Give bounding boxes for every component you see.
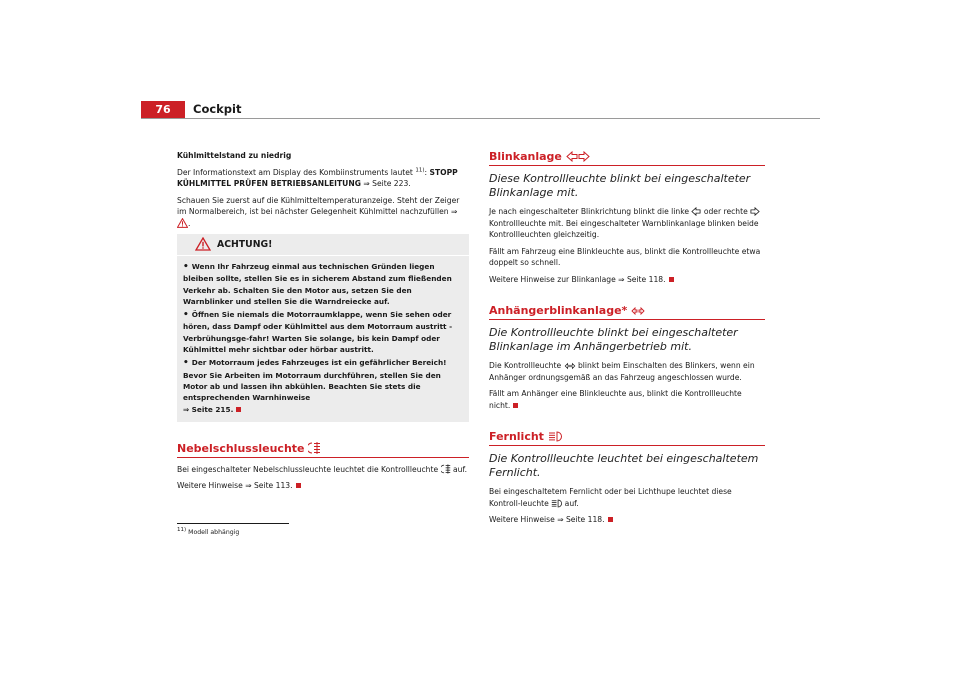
trailer-p1-a: Die Kontrollleuchte [489, 361, 564, 370]
trailer-signal-icon [564, 362, 576, 370]
trailer-p2-text: Fällt am Anhänger eine Blinkleuchte aus, blinkt die Kontrollleuchte nicht. [489, 389, 742, 410]
highbeam-p2-text: Weitere Hinweise ⇒ Seite 118. [489, 515, 605, 524]
bullet-icon: • [183, 310, 189, 321]
blink-heading-text: Blinkanlage [489, 150, 562, 163]
warning-triangle-icon [177, 218, 191, 228]
turn-signal-right-icon [578, 151, 590, 162]
page-number: 76 [141, 101, 185, 118]
fog-paragraph-1 [177, 464, 469, 476]
blink-p3-text: Weitere Hinweise zur Blinkanlage ⇒ Seite 118. [489, 274, 666, 284]
bullet-icon: • [183, 262, 189, 272]
coolant-p2-end: . [188, 218, 191, 228]
page-title: Cockpit [193, 102, 242, 116]
high-beam-icon [548, 431, 562, 442]
section-end-mark [296, 483, 301, 488]
warning-header [177, 234, 469, 256]
footnote-text: Modell abhängig [188, 529, 240, 536]
footnote [177, 528, 239, 537]
trailer-p1-b: blinkt beim Einschalten des Blinkers, wenn ein Anhänger ordnungsgemäß an das Fahrzeug angeschlossen wurde. [489, 361, 755, 382]
section-end-mark [513, 403, 518, 408]
rear-fog-light-icon [308, 442, 321, 454]
turn-signal-left-icon [566, 151, 578, 162]
warning-title: ACHTUNG! [217, 238, 273, 250]
coolant-p1-text: Der Informationstext am Display des Kombiinstruments lautet [177, 167, 416, 177]
rear-fog-light-icon [441, 464, 451, 474]
fog-p2-text: Weitere Hinweise ⇒ Seite 113. [177, 481, 293, 491]
trailer-lead: Die Kontrollleuchte blinkt bei eingeschalteter Blinkanlage im Anhängerbetrieb mit. [489, 326, 738, 353]
section-end-mark [236, 407, 241, 412]
warning-triangle-icon [195, 237, 211, 251]
blink-paragraph-1 [489, 206, 765, 241]
section-end-mark [608, 517, 613, 522]
highbeam-p1-b: auf. [562, 498, 579, 508]
trailer-signal-icon [631, 306, 645, 316]
coolant-paragraph-1 [177, 167, 469, 190]
fog-heading [177, 442, 469, 458]
coolant-p1-colon: : [424, 167, 430, 177]
warning-box [177, 234, 469, 422]
blink-lead: Diese Kontrollleuchte blinkt bei eingeschalteter Blinkanlage mit. [489, 172, 751, 199]
blink-p1-b: oder rechte [701, 207, 751, 216]
highbeam-heading-text: Fernlicht [489, 430, 544, 443]
trailer-paragraph-1 [489, 360, 765, 383]
left-column [177, 150, 469, 497]
blink-heading [489, 150, 765, 166]
trailer-heading-text: Anhängerblinkanlage* [489, 304, 628, 317]
warning-item-text: Wenn Ihr Fahrzeug einmal aus technischen Gründen liegen bleiben sollte, stellen Sie es in sicherem Abstand zum fließenden Verkehr ab. Schalten Sie den Motor aus, setzen Sie den Warnblinker und stellen Sie die Warndreiecke auf. [183, 262, 452, 306]
coolant-p2-text: Schauen Sie zuerst auf die Kühlmitteltemperaturanzeige. Steht der Zeiger im Normalbereich, ist bei nächster Gelegenheit Kühlmittel nachzufüllen ⇒ [177, 195, 460, 216]
warning-item-ref: ⇒ Seite 215. [183, 404, 234, 414]
footnote-divider [177, 523, 289, 524]
fog-heading-text: Nebelschlussleuchte [177, 441, 305, 455]
blink-p1-a: Je nach eingeschalteter Blinkrichtung blinkt die linke [489, 207, 692, 216]
warning-item [183, 309, 463, 355]
warning-item [183, 357, 463, 414]
coolant-heading: Kühlmittelstand zu niedrig [177, 151, 292, 160]
header-divider [141, 118, 820, 119]
trailer-paragraph-2 [489, 388, 765, 411]
trailer-heading [489, 304, 765, 320]
fog-paragraph-2 [177, 480, 469, 492]
blink-paragraph-3 [489, 274, 765, 286]
footnote-marker: 11) [415, 166, 425, 173]
highbeam-p1-a: Bei eingeschaltetem Fernlicht oder bei Lichthupe leuchtet diese Kontroll-leuchte [489, 487, 732, 508]
warning-item-text: Öffnen Sie niemals die Motorraumklappe, wenn Sie sehen oder hören, dass Dampf oder Kühlmittel aus dem Motorraum austritt - Verbrühungsge-fahr! Warten Sie solange, bis kein Dampf oder Kühlmittel mehr sichtbar oder hörbar austritt. [183, 310, 453, 355]
warning-item-text: Der Motorraum jedes Fahrzeuges ist ein gefährlicher Bereich! Bevor Sie Arbeiten im Motorraum durchführen, stellen Sie den Motor ab und lassen ihn abkühlen. Beachten Sie stets die entsprechenden Warnhinweise [183, 358, 447, 403]
highbeam-paragraph-2 [489, 514, 765, 526]
fog-p1-text: Bei eingeschalteter Nebelschlussleuchte leuchtet die Kontrollleuchte [177, 464, 441, 474]
coolant-p1-ref: ⇒ Seite 223. [360, 179, 411, 188]
highbeam-paragraph-1 [489, 486, 765, 509]
fog-p1-end: auf. [450, 464, 467, 474]
highbeam-lead: Die Kontrollleuchte leuchtet bei eingeschaltetem Fernlicht. [489, 452, 759, 479]
bullet-icon: • [183, 358, 189, 369]
high-beam-icon [551, 499, 562, 508]
warning-item [183, 261, 463, 307]
display-message: STOPP KÜHLMITTEL PRÜFEN BETRIEBSANLEITUNG [177, 167, 458, 188]
section-end-mark [669, 277, 674, 282]
highbeam-heading [489, 430, 765, 446]
footnote-marker: 11) [177, 526, 187, 533]
right-column [489, 150, 765, 531]
coolant-paragraph-2 [177, 195, 469, 230]
turn-signal-left-icon [691, 207, 701, 216]
blink-p1-c: Kontrollleuchte mit. Bei eingeschalteter Warnblinkanlage blinken beide Kontrollleuchten gleichzeitig. [489, 218, 759, 239]
turn-signal-right-icon [750, 207, 760, 216]
blink-paragraph-2: Fällt am Fahrzeug eine Blinkleuchte aus, blinkt die Kontrollleuchte etwa doppelt so schnell. [489, 246, 761, 267]
